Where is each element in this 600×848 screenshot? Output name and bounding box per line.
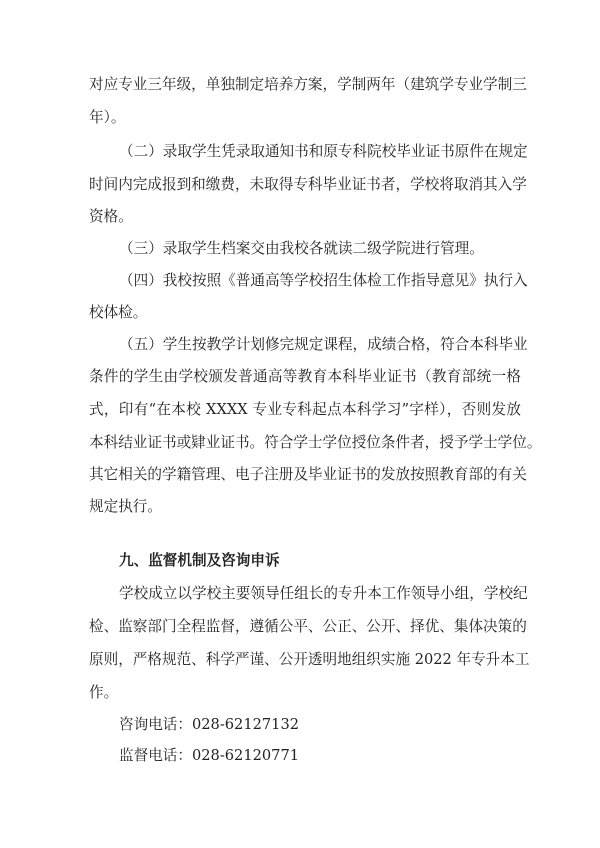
text-line: 其它相关的学籍管理、电子注册及毕业证书的发放按照教育部的有关 <box>89 466 527 483</box>
text-line: （五）学生按教学计划修完规定课程，成绩合格，符合本科毕业 <box>119 336 528 353</box>
text-line: （三）录取学生档案交由我校各就读二级学院进行管理。 <box>119 240 484 257</box>
text-line: 式，印有“在本校 XXXX 专业专科起点本科学习”字样），否则发放 <box>89 401 521 418</box>
supervision-phone: 监督电话：028-62120771 <box>119 747 300 764</box>
text-line: 对应专业三年级，单独制定培养方案，学制两年（建筑学专业学制三 <box>89 76 527 93</box>
section-heading: 九、监督机制及咨询申诉 <box>119 552 280 569</box>
text-line: 原则，严格规范、科学严谨、公开透明地组织实施 2022 年专升本工 <box>89 651 530 668</box>
text-line: 年）。 <box>89 109 126 126</box>
text-line: 本科结业证书或肄业证书。符合学士学位授位条件者，授予学士学位。 <box>89 434 542 451</box>
consult-phone: 咨询电话：028-62127132 <box>119 716 300 733</box>
text-line: 资格。 <box>89 208 133 225</box>
text-line: （二）录取学生凭录取通知书和原专科院校毕业证书原件在规定 <box>119 143 528 160</box>
text-line: 校体检。 <box>89 304 148 321</box>
text-line: 规定执行。 <box>89 498 162 515</box>
text-line: 检、监察部门全程监督，遵循公平、公正、公开、择优、集体决策的 <box>89 618 527 635</box>
text-line: 作。 <box>89 684 119 701</box>
text-line: 学校成立以学校主要领导任组长的专升本工作领导小组，学校纪 <box>119 585 528 602</box>
text-line: 条件的学生由学校颁发普通高等教育本科毕业证书（教育部统一格 <box>89 368 521 385</box>
text-line: 时间内完成报到和缴费，未取得专科毕业证书者，学校将取消其入学 <box>89 176 527 193</box>
text-line: （四）我校按照《普通高等学校招生体检工作指导意见》执行入 <box>119 272 528 289</box>
